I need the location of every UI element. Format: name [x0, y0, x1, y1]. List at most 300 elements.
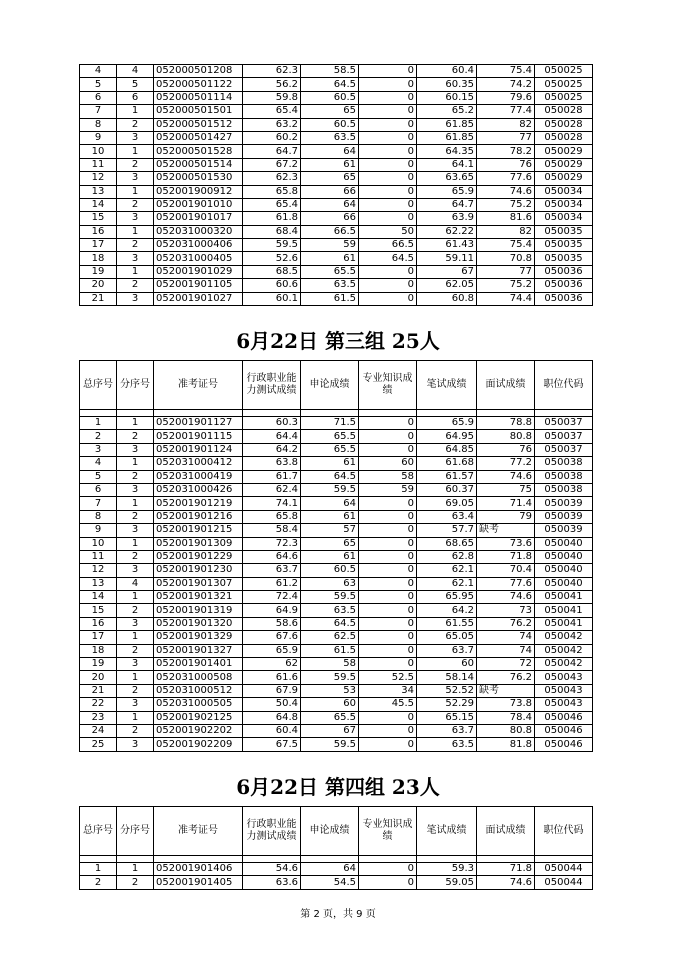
- position-code-cell: 050046: [535, 711, 593, 724]
- position-code-cell: 050043: [535, 684, 593, 697]
- interview-score-cell: 75.2: [477, 279, 535, 292]
- interview-score-cell: 77.6: [477, 577, 535, 590]
- exam-number-cell: 052001901127: [154, 417, 243, 430]
- total-index-cell: 25: [80, 738, 117, 751]
- exam-number-cell: 052001901309: [154, 537, 243, 550]
- exam-number-cell: 052031000320: [154, 225, 243, 238]
- table-row: [80, 225, 593, 238]
- professional-score-cell: 0: [359, 105, 417, 118]
- table-row: [80, 876, 593, 889]
- written-score-cell: 62.1: [417, 577, 477, 590]
- header-cell: 申论成绩: [301, 361, 359, 410]
- professional-score-cell: 34: [359, 684, 417, 697]
- aptitude-score-cell: 56.2: [243, 78, 301, 91]
- aptitude-score-cell: 61.8: [243, 212, 301, 225]
- position-code-cell: 050037: [535, 443, 593, 456]
- group4-table: [79, 806, 593, 890]
- exam-number-cell: 052001901230: [154, 564, 243, 577]
- position-code-cell: 050040: [535, 550, 593, 563]
- aptitude-score-cell: 61.7: [243, 470, 301, 483]
- essay-score-cell: 61.5: [301, 292, 359, 305]
- interview-score-cell: 82: [477, 118, 535, 131]
- sub-index-cell: 6: [117, 91, 154, 104]
- table-row: [80, 239, 593, 252]
- table-row: [80, 724, 593, 737]
- interview-score-cell: 82: [477, 225, 535, 238]
- position-code-cell: 050034: [535, 212, 593, 225]
- aptitude-score-cell: 68.4: [243, 225, 301, 238]
- professional-score-cell: 0: [359, 577, 417, 590]
- essay-score-cell: 63.5: [301, 279, 359, 292]
- written-score-cell: 63.9: [417, 212, 477, 225]
- total-index-cell: 20: [80, 671, 117, 684]
- sub-index-cell: 1: [117, 863, 154, 876]
- exam-number-cell: 052001901017: [154, 212, 243, 225]
- essay-score-cell: 65.5: [301, 711, 359, 724]
- written-score-cell: 65.05: [417, 631, 477, 644]
- sub-index-cell: 2: [117, 239, 154, 252]
- interview-score-cell: 75: [477, 483, 535, 496]
- aptitude-score-cell: 65.9: [243, 644, 301, 657]
- total-index-cell: 6: [80, 483, 117, 496]
- interview-score-cell: 74.6: [477, 185, 535, 198]
- professional-score-cell: 0: [359, 145, 417, 158]
- group2-table: [79, 64, 593, 306]
- essay-score-cell: 59.5: [301, 738, 359, 751]
- sub-index-cell: 1: [117, 671, 154, 684]
- table-header-row: [80, 361, 593, 410]
- written-score-cell: 61.43: [417, 239, 477, 252]
- professional-score-cell: 59: [359, 483, 417, 496]
- written-score-cell: 59.11: [417, 252, 477, 265]
- written-score-cell: 60.8: [417, 292, 477, 305]
- total-index-cell: 13: [80, 185, 117, 198]
- written-score-cell: 61.57: [417, 470, 477, 483]
- aptitude-score-cell: 62: [243, 658, 301, 671]
- table-row: [80, 711, 593, 724]
- table-row: [80, 671, 593, 684]
- position-code-cell: 050041: [535, 617, 593, 630]
- exam-number-cell: 052001902209: [154, 738, 243, 751]
- aptitude-score-cell: 58.4: [243, 524, 301, 537]
- total-index-cell: 15: [80, 212, 117, 225]
- table-row: [80, 265, 593, 278]
- written-score-cell: 62.22: [417, 225, 477, 238]
- professional-score-cell: 0: [359, 537, 417, 550]
- position-code-cell: 050029: [535, 172, 593, 185]
- interview-score-cell: 72: [477, 658, 535, 671]
- essay-score-cell: 58.5: [301, 65, 359, 78]
- essay-score-cell: 59.5: [301, 671, 359, 684]
- table-row: [80, 443, 593, 456]
- sub-index-cell: 2: [117, 724, 154, 737]
- header-cell: 分序号: [117, 807, 154, 856]
- aptitude-score-cell: 59.5: [243, 239, 301, 252]
- written-score-cell: 62.8: [417, 550, 477, 563]
- sub-index-cell: 3: [117, 212, 154, 225]
- aptitude-score-cell: 67.9: [243, 684, 301, 697]
- total-index-cell: 4: [80, 457, 117, 470]
- table-row: [80, 417, 593, 430]
- table-row: [80, 105, 593, 118]
- exam-number-cell: 052001901329: [154, 631, 243, 644]
- essay-score-cell: 65.5: [301, 265, 359, 278]
- professional-score-cell: 0: [359, 658, 417, 671]
- table-row: [80, 738, 593, 751]
- essay-score-cell: 71.5: [301, 417, 359, 430]
- professional-score-cell: 0: [359, 863, 417, 876]
- table-row: [80, 577, 593, 590]
- sub-index-cell: 2: [117, 198, 154, 211]
- aptitude-score-cell: 61.2: [243, 577, 301, 590]
- header-cell: 行政职业能力测试成绩: [243, 807, 301, 856]
- essay-score-cell: 64: [301, 145, 359, 158]
- sub-index-cell: 2: [117, 430, 154, 443]
- position-code-cell: 050034: [535, 185, 593, 198]
- essay-score-cell: 66: [301, 212, 359, 225]
- table-row: [80, 457, 593, 470]
- table-row: [80, 198, 593, 211]
- sub-index-cell: 1: [117, 457, 154, 470]
- table-row: [80, 698, 593, 711]
- aptitude-score-cell: 61.6: [243, 671, 301, 684]
- sub-index-cell: 1: [117, 225, 154, 238]
- essay-score-cell: 60.5: [301, 564, 359, 577]
- table-row: [80, 497, 593, 510]
- essay-score-cell: 64.5: [301, 617, 359, 630]
- aptitude-score-cell: 64.6: [243, 550, 301, 563]
- table-row: [80, 537, 593, 550]
- total-index-cell: 7: [80, 105, 117, 118]
- sub-index-cell: 3: [117, 524, 154, 537]
- exam-number-cell: 052031000426: [154, 483, 243, 496]
- position-code-cell: 050029: [535, 158, 593, 171]
- exam-number-cell: 052031000406: [154, 239, 243, 252]
- group3-table: [79, 360, 593, 752]
- interview-score-cell: 75.4: [477, 239, 535, 252]
- interview-score-cell: 78.4: [477, 711, 535, 724]
- position-code-cell: 050040: [535, 537, 593, 550]
- aptitude-score-cell: 54.6: [243, 863, 301, 876]
- header-cell: 分序号: [117, 361, 154, 410]
- table-row: [80, 564, 593, 577]
- total-index-cell: 10: [80, 537, 117, 550]
- aptitude-score-cell: 50.4: [243, 698, 301, 711]
- aptitude-score-cell: 67.6: [243, 631, 301, 644]
- interview-score-cell: 77.2: [477, 457, 535, 470]
- header-cell: 总序号: [80, 361, 117, 410]
- essay-score-cell: 63: [301, 577, 359, 590]
- sub-index-cell: 2: [117, 470, 154, 483]
- interview-score-cell: 81.6: [477, 212, 535, 225]
- position-code-cell: 050044: [535, 863, 593, 876]
- exam-number-cell: 052000501530: [154, 172, 243, 185]
- professional-score-cell: 58: [359, 470, 417, 483]
- written-score-cell: 62.05: [417, 279, 477, 292]
- interview-score-cell: 79: [477, 510, 535, 523]
- professional-score-cell: 0: [359, 724, 417, 737]
- sub-index-cell: 5: [117, 78, 154, 91]
- total-index-cell: 18: [80, 252, 117, 265]
- position-code-cell: 050028: [535, 105, 593, 118]
- sub-index-cell: 2: [117, 158, 154, 171]
- exam-number-cell: 052001901321: [154, 591, 243, 604]
- written-score-cell: 57.7: [417, 524, 477, 537]
- position-code-cell: 050037: [535, 430, 593, 443]
- professional-score-cell: 0: [359, 430, 417, 443]
- written-score-cell: 64.7: [417, 198, 477, 211]
- total-index-cell: 1: [80, 417, 117, 430]
- interview-score-cell: 78.8: [477, 417, 535, 430]
- sub-index-cell: 1: [117, 145, 154, 158]
- professional-score-cell: 0: [359, 738, 417, 751]
- aptitude-score-cell: 72.3: [243, 537, 301, 550]
- professional-score-cell: 0: [359, 417, 417, 430]
- sub-index-cell: 1: [117, 497, 154, 510]
- written-score-cell: 64.35: [417, 145, 477, 158]
- exam-number-cell: 052000501122: [154, 78, 243, 91]
- sub-index-cell: 1: [117, 417, 154, 430]
- header-cell: 职位代码: [535, 361, 593, 410]
- interview-score-cell: 74.6: [477, 591, 535, 604]
- total-index-cell: 4: [80, 65, 117, 78]
- aptitude-score-cell: 60.3: [243, 417, 301, 430]
- professional-score-cell: 45.5: [359, 698, 417, 711]
- total-index-cell: 11: [80, 158, 117, 171]
- total-index-cell: 12: [80, 564, 117, 577]
- professional-score-cell: 0: [359, 78, 417, 91]
- table-row: [80, 617, 593, 630]
- essay-score-cell: 65.5: [301, 430, 359, 443]
- group3-title: 6月22日 第三组 25人: [236, 329, 440, 353]
- table-row: [80, 470, 593, 483]
- essay-score-cell: 60: [301, 698, 359, 711]
- professional-score-cell: 0: [359, 510, 417, 523]
- position-code-cell: 050025: [535, 78, 593, 91]
- table-row: [80, 863, 593, 876]
- table-row: [80, 591, 593, 604]
- professional-score-cell: 0: [359, 711, 417, 724]
- header-cell: 职位代码: [535, 807, 593, 856]
- aptitude-score-cell: 62.3: [243, 65, 301, 78]
- interview-score-cell: 76.2: [477, 617, 535, 630]
- aptitude-score-cell: 67.2: [243, 158, 301, 171]
- aptitude-score-cell: 64.9: [243, 604, 301, 617]
- professional-score-cell: 0: [359, 564, 417, 577]
- total-index-cell: 5: [80, 470, 117, 483]
- written-score-cell: 58.14: [417, 671, 477, 684]
- essay-score-cell: 65: [301, 105, 359, 118]
- exam-number-cell: 052001901319: [154, 604, 243, 617]
- total-index-cell: 21: [80, 684, 117, 697]
- sub-index-cell: 4: [117, 577, 154, 590]
- written-score-cell: 65.95: [417, 591, 477, 604]
- exam-number-cell: 052001901320: [154, 617, 243, 630]
- position-code-cell: 050035: [535, 225, 593, 238]
- interview-score-cell: 74: [477, 644, 535, 657]
- exam-number-cell: 052001901327: [154, 644, 243, 657]
- position-code-cell: 050036: [535, 292, 593, 305]
- total-index-cell: 12: [80, 172, 117, 185]
- position-code-cell: 050028: [535, 118, 593, 131]
- position-code-cell: 050038: [535, 470, 593, 483]
- header-cell: 专业知识成绩: [359, 807, 417, 856]
- essay-score-cell: 66: [301, 185, 359, 198]
- aptitude-score-cell: 64.7: [243, 145, 301, 158]
- header-cell: 面试成绩: [477, 361, 535, 410]
- sub-index-cell: 3: [117, 658, 154, 671]
- header-cell: 准考证号: [154, 361, 243, 410]
- exam-number-cell: 052031000508: [154, 671, 243, 684]
- essay-score-cell: 62.5: [301, 631, 359, 644]
- professional-score-cell: 0: [359, 279, 417, 292]
- professional-score-cell: 0: [359, 524, 417, 537]
- essay-score-cell: 60.5: [301, 118, 359, 131]
- total-index-cell: 11: [80, 550, 117, 563]
- written-score-cell: 61.85: [417, 131, 477, 144]
- essay-score-cell: 67: [301, 724, 359, 737]
- sub-index-cell: 3: [117, 738, 154, 751]
- aptitude-score-cell: 74.1: [243, 497, 301, 510]
- exam-number-cell: 052031000412: [154, 457, 243, 470]
- exam-number-cell: 052001901027: [154, 292, 243, 305]
- professional-score-cell: 0: [359, 292, 417, 305]
- written-score-cell: 64.85: [417, 443, 477, 456]
- position-code-cell: 050036: [535, 279, 593, 292]
- written-score-cell: 65.2: [417, 105, 477, 118]
- interview-score-cell: 71.8: [477, 550, 535, 563]
- position-code-cell: 050025: [535, 65, 593, 78]
- position-code-cell: 050041: [535, 604, 593, 617]
- position-code-cell: 050034: [535, 198, 593, 211]
- essay-score-cell: 63.5: [301, 604, 359, 617]
- sub-index-cell: 2: [117, 644, 154, 657]
- professional-score-cell: 0: [359, 118, 417, 131]
- interview-score-cell: 缺考: [477, 684, 535, 697]
- position-code-cell: 050029: [535, 145, 593, 158]
- professional-score-cell: 50: [359, 225, 417, 238]
- total-index-cell: 13: [80, 577, 117, 590]
- interview-score-cell: 80.8: [477, 430, 535, 443]
- sub-index-cell: 3: [117, 172, 154, 185]
- aptitude-score-cell: 65.4: [243, 105, 301, 118]
- total-index-cell: 15: [80, 604, 117, 617]
- exam-number-cell: 052001901405: [154, 876, 243, 889]
- professional-score-cell: 0: [359, 497, 417, 510]
- exam-number-cell: 052001901115: [154, 430, 243, 443]
- interview-score-cell: 73.6: [477, 537, 535, 550]
- sub-index-cell: 2: [117, 550, 154, 563]
- total-index-cell: 6: [80, 91, 117, 104]
- aptitude-score-cell: 62.4: [243, 483, 301, 496]
- written-score-cell: 67: [417, 265, 477, 278]
- aptitude-score-cell: 60.1: [243, 292, 301, 305]
- interview-score-cell: 76: [477, 443, 535, 456]
- header-cell: 专业知识成绩: [359, 361, 417, 410]
- essay-score-cell: 53: [301, 684, 359, 697]
- exam-number-cell: 052001901229: [154, 550, 243, 563]
- sub-index-cell: 2: [117, 118, 154, 131]
- exam-number-cell: 052001901029: [154, 265, 243, 278]
- interview-score-cell: 77: [477, 265, 535, 278]
- essay-score-cell: 63.5: [301, 131, 359, 144]
- aptitude-score-cell: 64.2: [243, 443, 301, 456]
- total-index-cell: 23: [80, 711, 117, 724]
- professional-score-cell: 0: [359, 644, 417, 657]
- essay-score-cell: 61: [301, 158, 359, 171]
- essay-score-cell: 66.5: [301, 225, 359, 238]
- aptitude-score-cell: 65.4: [243, 198, 301, 211]
- total-index-cell: 14: [80, 198, 117, 211]
- essay-score-cell: 57: [301, 524, 359, 537]
- sub-index-cell: 1: [117, 105, 154, 118]
- total-index-cell: 16: [80, 617, 117, 630]
- exam-number-cell: 052000501114: [154, 91, 243, 104]
- written-score-cell: 61.68: [417, 457, 477, 470]
- professional-score-cell: 52.5: [359, 671, 417, 684]
- exam-number-cell: 052031000512: [154, 684, 243, 697]
- written-score-cell: 60.35: [417, 78, 477, 91]
- written-score-cell: 52.52: [417, 684, 477, 697]
- aptitude-score-cell: 60.6: [243, 279, 301, 292]
- total-index-cell: 24: [80, 724, 117, 737]
- aptitude-score-cell: 58.6: [243, 617, 301, 630]
- exam-number-cell: 052000501514: [154, 158, 243, 171]
- table-row: [80, 172, 593, 185]
- table-row: [80, 644, 593, 657]
- group4-title: 6月22日 第四组 23人: [236, 775, 440, 799]
- written-score-cell: 60.37: [417, 483, 477, 496]
- essay-score-cell: 60.5: [301, 91, 359, 104]
- table-row: [80, 65, 593, 78]
- essay-score-cell: 64.5: [301, 78, 359, 91]
- written-score-cell: 64.2: [417, 604, 477, 617]
- aptitude-score-cell: 60.4: [243, 724, 301, 737]
- exam-number-cell: 052031000419: [154, 470, 243, 483]
- essay-score-cell: 58: [301, 658, 359, 671]
- essay-score-cell: 65: [301, 172, 359, 185]
- total-index-cell: 22: [80, 698, 117, 711]
- professional-score-cell: 0: [359, 265, 417, 278]
- position-code-cell: 050035: [535, 252, 593, 265]
- interview-score-cell: 74.4: [477, 292, 535, 305]
- total-index-cell: 8: [80, 510, 117, 523]
- table-row: [80, 604, 593, 617]
- interview-score-cell: 80.8: [477, 724, 535, 737]
- exam-number-cell: 052001901215: [154, 524, 243, 537]
- table-row: [80, 252, 593, 265]
- interview-score-cell: 78.2: [477, 145, 535, 158]
- sub-index-cell: 3: [117, 292, 154, 305]
- aptitude-score-cell: 63.2: [243, 118, 301, 131]
- written-score-cell: 68.65: [417, 537, 477, 550]
- professional-score-cell: 0: [359, 65, 417, 78]
- position-code-cell: 050039: [535, 510, 593, 523]
- interview-score-cell: 75.4: [477, 65, 535, 78]
- written-score-cell: 60: [417, 658, 477, 671]
- total-index-cell: 5: [80, 78, 117, 91]
- table-row: [80, 658, 593, 671]
- position-code-cell: 050028: [535, 131, 593, 144]
- position-code-cell: 050042: [535, 631, 593, 644]
- total-index-cell: 1: [80, 863, 117, 876]
- table-row: [80, 78, 593, 91]
- exam-number-cell: 052000501512: [154, 118, 243, 131]
- header-cell: 申论成绩: [301, 807, 359, 856]
- position-code-cell: 050039: [535, 524, 593, 537]
- total-index-cell: 17: [80, 631, 117, 644]
- table-row: [80, 91, 593, 104]
